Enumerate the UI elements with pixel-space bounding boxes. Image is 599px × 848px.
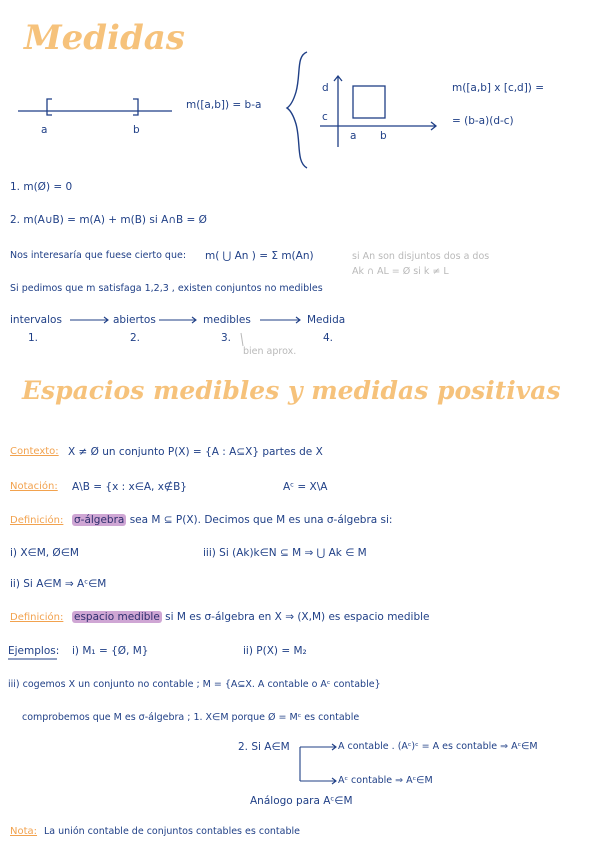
axis-label-b: b [380, 130, 387, 142]
chain-number-2: 2. [130, 332, 141, 344]
property-1: 1. m(Ø) = 0 [10, 181, 73, 193]
definicion-2-label: Definición: [10, 612, 64, 623]
definicion-1-label: Definición: [10, 515, 64, 526]
definicion-1-i: i) X∈M, Ø∈M [10, 547, 79, 559]
title-medidas: Medidas [24, 18, 185, 58]
notacion-text: A\B = {x : x∈A, x∉B} [72, 481, 187, 493]
chain-number-4: 4. [323, 332, 334, 344]
contexto-label: Contexto: [10, 446, 59, 457]
case-arrows [300, 744, 336, 784]
chain-note: bien aprox. [243, 346, 297, 357]
curly-brace [287, 52, 307, 168]
nota-label: Nota: [10, 826, 38, 837]
rect-measure-formula-2: = (b-a)(d-c) [452, 115, 514, 127]
square [353, 86, 385, 118]
notacion-label: Notación: [10, 481, 58, 492]
title-espacios-medibles: Espacios medibles y medidas positivas [22, 376, 561, 405]
axes-drawing [320, 76, 436, 147]
chain-item-abiertos: abiertos [113, 314, 156, 326]
property-3-note-1: si An son disjuntos dos a dos [352, 251, 490, 262]
ejemplo-iii: iii) cogemos X un conjunto no contable ; M = {A⊆X. A contable o Aᶜ contable} [8, 679, 381, 690]
property-4: Si pedimos que m satisfaga 1,2,3 , existen conjuntos no medibles [10, 283, 323, 294]
rect-measure-formula-1: m([a,b] x [c,d]) = [452, 82, 545, 94]
interval-label-a: a [41, 124, 48, 136]
definicion-1-text: sea M ⊆ P(X). Decimos que M es una σ-álgebra si: [129, 514, 393, 526]
chain-number-1: 1. [28, 332, 39, 344]
interval-drawing [18, 99, 172, 115]
ejemplo-ii: ii) P(X) = M₂ [243, 645, 307, 657]
property-2: 2. m(A∪B) = m(A) + m(B) si A∩B = Ø [10, 214, 207, 226]
nota-text: La unión contable de conjuntos contables es contable [44, 826, 300, 837]
case-a: A contable . (Aᶜ)ᶜ = A es contable ⇒ Aᶜ∈M [338, 741, 538, 752]
interval-label-b: b [133, 124, 140, 136]
ejemplo-i: i) M₁ = {Ø, M} [72, 645, 149, 657]
chain-arrows [70, 317, 300, 323]
contexto-text: X ≠ Ø un conjunto P(X) = {A : A⊆X} partes de X [68, 446, 323, 458]
ejemplos-label: Ejemplos: [8, 645, 60, 657]
chain-item-medibles: medibles [203, 314, 251, 326]
definicion-2-row [72, 611, 430, 623]
axis-label-d: d [322, 82, 329, 94]
espacio-medible-highlight: espacio medible [74, 611, 160, 623]
interval-measure-formula: m([a,b]) = b-a [186, 99, 262, 111]
sigma-algebra-highlight: σ-álgebra [74, 514, 125, 526]
property-3-note-2: Ak ∩ AL = Ø si k ≠ L [352, 266, 449, 277]
comprobemos-text: comprobemos que M es σ-álgebra ; 1. X∈M porque Ø = Mᶜ es contable [22, 712, 360, 723]
axis-label-a: a [350, 130, 357, 142]
case-lead: 2. Si A∈M [238, 741, 290, 753]
chain-number-3: 3. [221, 332, 232, 344]
definicion-2-text: si M es σ-álgebra en X ⇒ (X,M) es espacio medible [165, 611, 430, 623]
notacion-text-2: Aᶜ = X\A [283, 481, 328, 493]
analogo-text: Análogo para Aᶜ∈M [250, 795, 353, 807]
property-3-lead: Nos interesaría que fuese cierto que: [10, 250, 187, 261]
definicion-1-iii: iii) Si (Ak)k∈N ⊆ M ⇒ ⋃ Ak ∈ M [203, 547, 367, 559]
case-b: Aᶜ contable ⇒ Aᶜ∈M [338, 775, 433, 786]
definicion-1-row [72, 514, 392, 526]
axis-label-c: c [322, 111, 328, 123]
definicion-1-ii: ii) Si A∈M ⇒ Aᶜ∈M [10, 578, 107, 590]
chain-item-intervalos: intervalos [10, 314, 62, 326]
chain-item-medida: Medida [307, 314, 346, 326]
bien-aprox-pointer [241, 333, 243, 346]
property-3-formula: m( ⋃ An ) = Σ m(An) [205, 250, 314, 262]
